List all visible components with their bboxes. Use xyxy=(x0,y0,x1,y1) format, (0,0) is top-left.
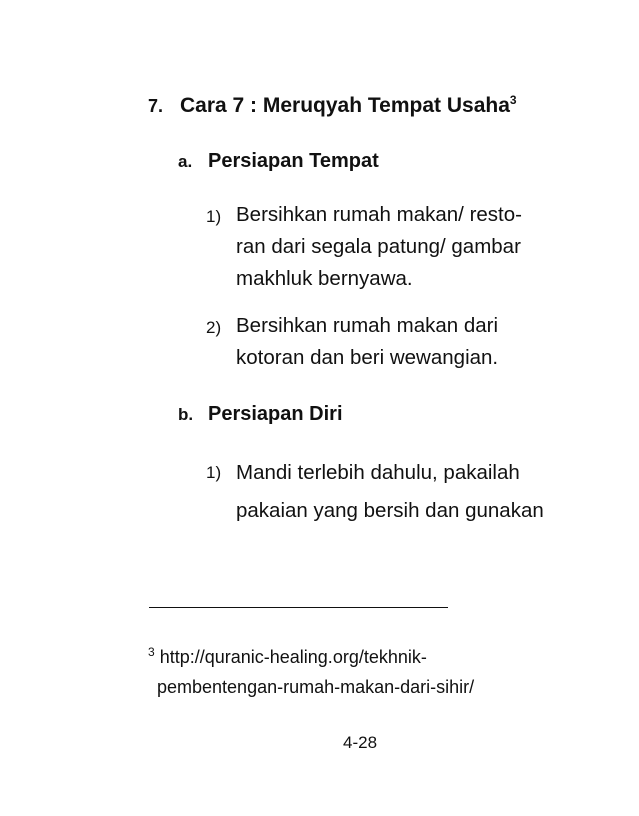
footnote-reference: 3 xyxy=(509,93,517,107)
section-title: Cara 7 : Meruqyah Tempat Usaha xyxy=(180,94,510,117)
footnote-separator xyxy=(149,607,448,608)
list-item xyxy=(236,454,544,530)
list-item-line: Mandi terlebih dahulu, pakailah xyxy=(236,461,520,484)
list-item-line: Bersihkan rumah makan dari xyxy=(236,314,499,337)
list-item xyxy=(236,310,498,374)
section-number: 7. xyxy=(148,96,164,116)
page-number: 4-28 xyxy=(343,733,378,752)
subsection-letter: b. xyxy=(178,405,194,424)
section-heading xyxy=(148,94,517,118)
footnote-url-line: http://quranic-healing.org/tekhnik- xyxy=(159,647,427,667)
list-item-line: ran dari segala patung/ gambar xyxy=(236,235,521,258)
list-item-line: Bersihkan rumah makan/ resto- xyxy=(236,203,522,226)
footnote-marker: 3 xyxy=(148,645,155,659)
subsection-title: Persiapan Tempat xyxy=(208,150,379,172)
list-item-line: kotoran dan beri wewangian. xyxy=(236,346,499,369)
list-item-number: 1) xyxy=(206,207,222,226)
list-item-number: 2) xyxy=(206,318,222,337)
list-item-number: 1) xyxy=(206,463,222,482)
subsection-heading-b xyxy=(178,403,343,426)
list-item xyxy=(236,199,522,295)
list-item-line: pakaian yang bersih dan gunakan xyxy=(236,499,544,522)
footnote-url-line: pembentengan-rumah-makan-dari-sihir/ xyxy=(157,677,475,697)
subsection-letter: a. xyxy=(178,152,193,171)
footnote xyxy=(148,643,474,701)
list-item-line: makhluk bernyawa. xyxy=(236,267,413,290)
subsection-title: Persiapan Diri xyxy=(208,403,343,425)
subsection-heading-a xyxy=(178,150,379,173)
